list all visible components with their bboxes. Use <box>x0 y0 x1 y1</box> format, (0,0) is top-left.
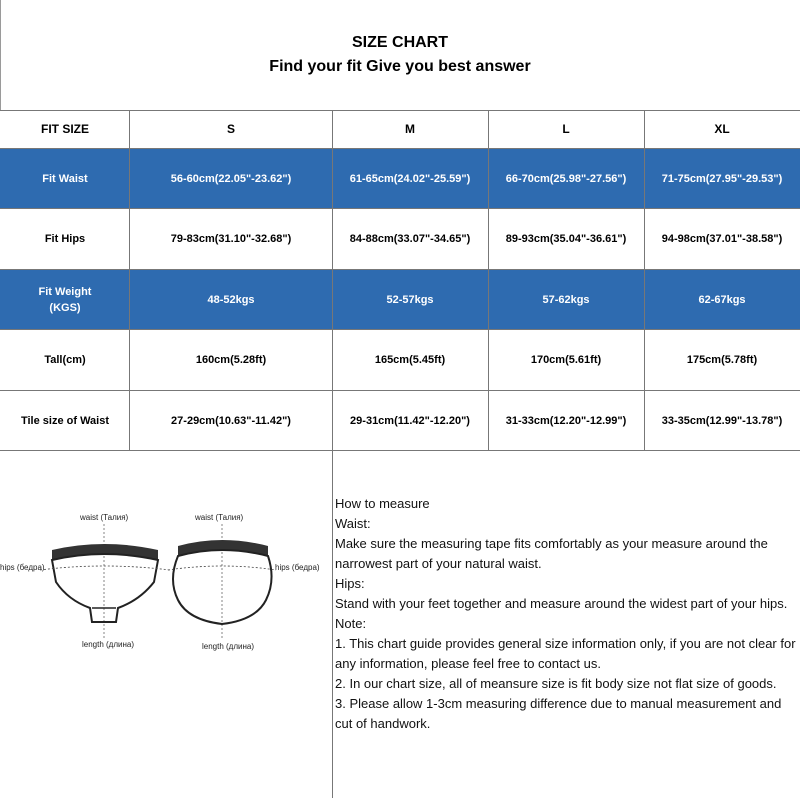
fit-weight-xl: 62-67kgs <box>698 293 746 306</box>
note-3: 3. Please allow 1-3cm measuring difference due to manual measurement and cut of handwork. <box>335 696 782 731</box>
header-fit-size: FIT SIZE <box>41 122 89 136</box>
fit-waist-row <box>0 149 800 208</box>
note-heading: Note: <box>335 616 367 631</box>
front-waist-label: waist (Талия) <box>80 513 129 522</box>
back-length-label: length (длина) <box>202 642 255 651</box>
tall-xl: 175cm(5.78ft) <box>686 354 758 366</box>
chart-header <box>0 0 800 110</box>
grid-line <box>0 329 800 330</box>
row-label-tall: Tall(cm) <box>44 354 86 366</box>
measurement-instructions <box>335 494 797 734</box>
fit-weight-m: 52-57kgs <box>386 293 434 306</box>
hips-heading: Hips: <box>335 576 365 591</box>
fit-weight-label-line2: (KGS) <box>49 301 81 314</box>
grid-line <box>0 390 800 391</box>
hips-instruction: Stand with your feet together and measure around the widest part of your hips. <box>335 596 788 611</box>
header-size-l: L <box>562 122 570 136</box>
header-size-xl: XL <box>714 122 730 136</box>
note-1: 1. This chart guide provides general size information only, if you are not clear for any information, please feel free to contact us. <box>335 636 796 671</box>
grid-line <box>644 110 645 450</box>
tile-waist-row <box>0 391 800 450</box>
tall-s: 160cm(5.28ft) <box>195 354 267 366</box>
grid-line <box>332 110 333 798</box>
fit-waist-l: 66-70cm(25.98"-27.56") <box>505 172 627 185</box>
grid-line <box>0 208 800 209</box>
waist-instruction: Make sure the measuring tape fits comfortably as your measure around the narrowest part of your natural waist. <box>335 536 768 571</box>
fit-waist-m: 61-65cm(24.02"-25.59") <box>349 172 471 185</box>
back-waist-label: waist (Талия) <box>195 513 244 522</box>
fit-hips-xl: 94-98cm(37.01"-38.58") <box>661 233 783 245</box>
page-title: SIZE CHART <box>352 34 448 51</box>
tall-row <box>0 330 800 390</box>
size-header-row <box>0 110 800 148</box>
fit-hips-m: 84-88cm(33.07"-34.65") <box>349 233 471 245</box>
fit-weight-label-line1: Fit Weight <box>38 285 92 298</box>
fit-waist-xl: 71-75cm(27.95"-29.53") <box>661 172 783 185</box>
fit-waist-s: 56-60cm(22.05"-23.62") <box>170 172 292 185</box>
left-border-mark <box>0 0 1 110</box>
row-label-tile-waist: Tile size of Waist <box>20 414 110 427</box>
grid-line <box>488 110 489 450</box>
row-label-fit-hips: Fit Hips <box>44 233 86 245</box>
header-size-m: M <box>405 122 415 136</box>
fit-hips-l: 89-93cm(35.04"-36.61") <box>505 233 627 245</box>
tile-waist-xl: 33-35cm(12.99"-13.78") <box>661 414 783 427</box>
row-label-fit-weight <box>0 270 130 329</box>
fit-weight-l: 57-62kgs <box>542 293 590 306</box>
tall-m: 165cm(5.45ft) <box>374 354 446 366</box>
how-to-measure-heading: How to measure <box>335 496 430 511</box>
tile-waist-m: 29-31cm(11.42"-12.20") <box>350 414 470 427</box>
note-2: 2. In our chart size, all of meansure size is fit body size not flat size of goods. <box>335 676 777 691</box>
fit-weight-row <box>0 270 800 329</box>
grid-line <box>0 148 800 149</box>
tile-waist-l: 31-33cm(12.20"-12.99") <box>505 414 627 427</box>
back-hips-label: hips (бедра) <box>275 563 320 572</box>
page-subtitle: Find your fit Give you best answer <box>269 58 531 75</box>
fit-hips-s: 79-83cm(31.10"-32.68") <box>170 233 292 245</box>
fit-weight-s: 48-52kgs <box>207 293 255 306</box>
tile-waist-s: 27-29cm(10.63"-11.42") <box>171 414 291 427</box>
measurement-diagram <box>0 490 330 670</box>
grid-line <box>129 110 130 450</box>
waist-heading: Waist: <box>335 516 371 531</box>
grid-line <box>0 450 800 451</box>
grid-line <box>0 269 800 270</box>
front-hips-label: hips (бедра) <box>0 563 45 572</box>
back-brief-illustration <box>168 513 320 651</box>
front-brief-illustration <box>0 513 170 649</box>
tall-l: 170cm(5.61ft) <box>530 354 602 366</box>
fit-hips-row <box>0 209 800 269</box>
row-label-fit-waist: Fit Waist <box>42 172 88 185</box>
grid-line <box>0 110 800 111</box>
header-size-s: S <box>226 122 235 136</box>
front-length-label: length (длина) <box>82 640 135 649</box>
